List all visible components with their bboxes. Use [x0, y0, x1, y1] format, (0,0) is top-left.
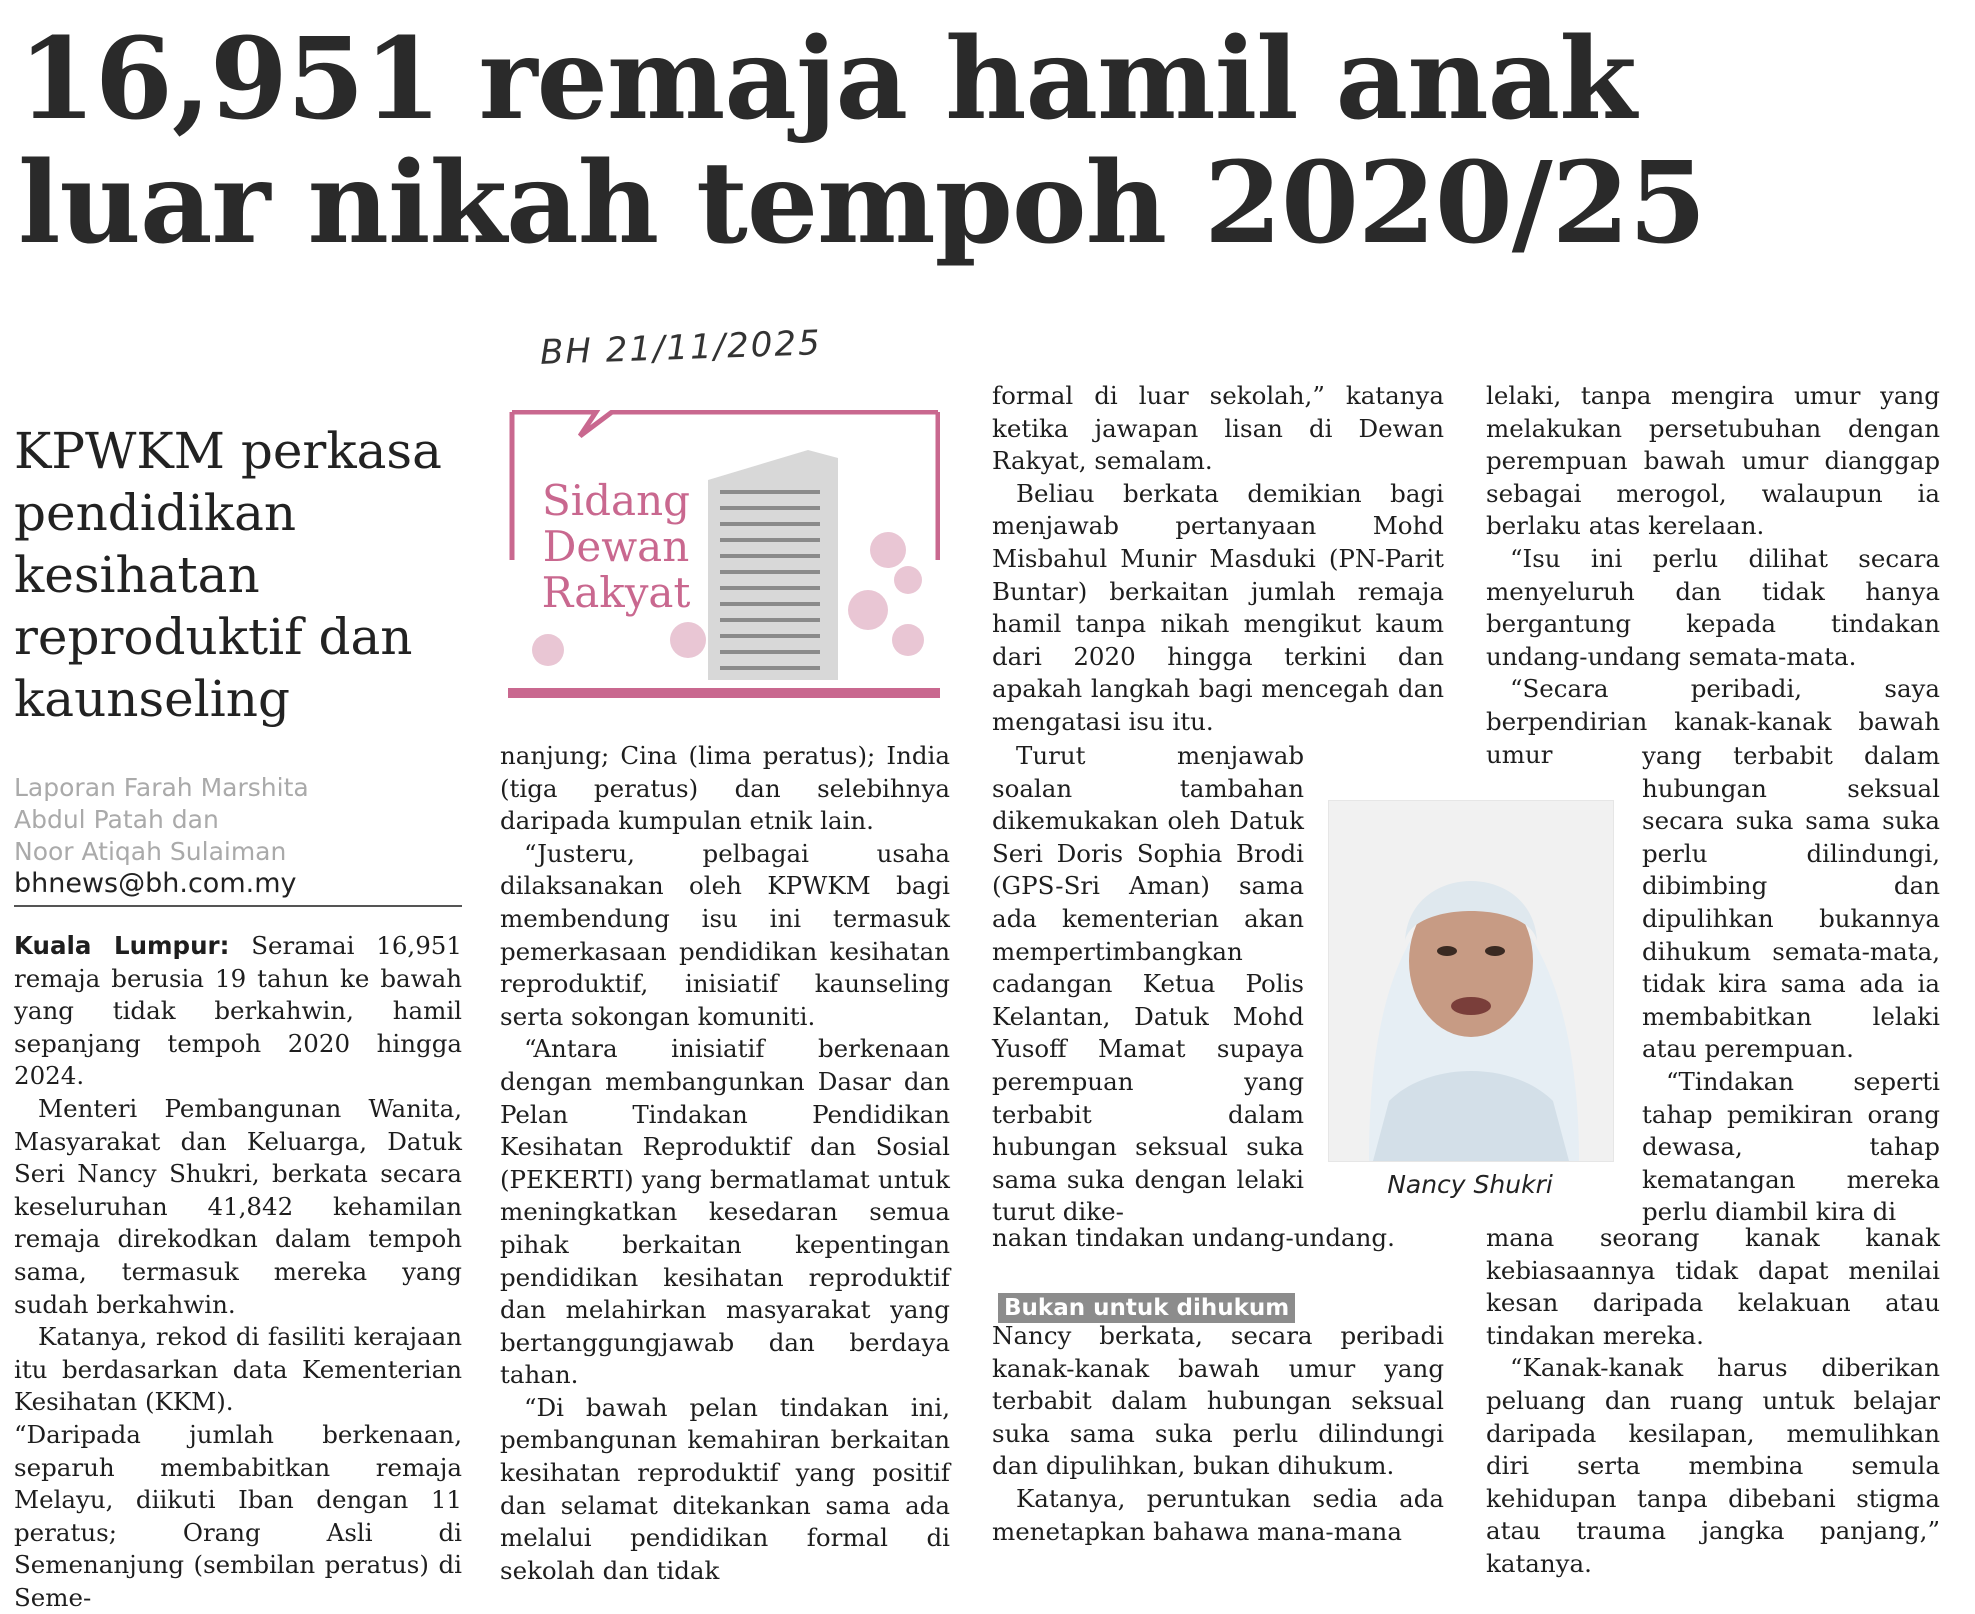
paragraph: Katanya, rekod di fasiliti kerajaan itu berdasarkan data Kementerian Kesihatan (KKM). — [14, 1322, 462, 1417]
photo-caption: Nancy Shukri — [1387, 1170, 1553, 1199]
author-email: bhnews@bh.com.my — [14, 868, 297, 899]
paragraph: “Isu ini perlu dilihat secara menyeluruh dan tidak hanya bergantung kepada tindakan undang-undang semata-mata. — [1486, 543, 1940, 671]
paragraph: Nancy berkata, secara peribadi kanak-kanak bawah umur yang terbabit dalam hubungan seksual suka sama suka perlu dilindungi dan dipulihkan, bukan dihukum. — [992, 1321, 1444, 1481]
sidang-logo-line-1: Sidang — [541, 476, 691, 525]
paragraph: “Di bawah pelan tindakan ini, pembangunan kemahiran berkaitan kesihatan reproduktif yang positif dan selamat ditekankan sama ada melalui pendidikan formal di sekolah dan tidak — [500, 1392, 950, 1585]
sidang-dewan-rakyat-logo — [508, 410, 940, 706]
article-column-4-wrap — [1642, 740, 1940, 1229]
subheadline: KPWKM perkasa pendidikan kesihatan reproduktif dan kaunseling — [14, 422, 442, 728]
paragraph: formal di luar sekolah,” katanya ketika jawapan lisan di Dewan Rakyat, semalam. — [992, 381, 1444, 476]
paragraph: Beliau berkata demikian bagi menjawab pertanyaan Mohd Misbahul Munir Masduki (PN-Parit Buntar) berkaitan jumlah remaja hamil tanpa nikah mengikut kaum dari 2020 hingga terkini dan apakah langkah bagi mencegah dan mengatasi isu itu. — [992, 478, 1444, 736]
article-column-3-continued — [992, 1222, 1444, 1255]
lead-text: Seramai 16,951 remaja berusia 19 tahun ke bawah yang tidak berkahwin, hamil sepanjang tempoh 2020 hingga 2024. — [14, 931, 462, 1091]
portrait-photo — [1328, 800, 1614, 1162]
crosshead: Bukan untuk dihukum — [998, 1293, 1295, 1323]
paragraph: nakan tindakan undang-undang. — [992, 1223, 1395, 1252]
byline-line-2: Abdul Patah dan — [14, 805, 219, 834]
article-column-1 — [14, 930, 462, 1614]
headline-line-1: 16,951 remaja hamil anak — [18, 14, 1636, 145]
headline-line-2: luar nikah tempoh 2020/25 — [18, 138, 1706, 269]
byline — [14, 772, 474, 868]
article-column-2 — [500, 740, 950, 1587]
paragraph: “Daripada jumlah berkenaan, separuh membabitkan remaja Melayu, diikuti Iban dengan 11 peratus; Orang Asli di Semenanjung (sembilan peratus) di Seme- — [14, 1419, 462, 1612]
byline-line-1: Laporan Farah Marshita — [14, 773, 309, 802]
portrait-image — [1329, 801, 1613, 1161]
paragraph: “Kanak-kanak harus diberikan peluang dan ruang untuk belajar daripada kesilapan, memulihkan diri serta membina semula kehidupan tanpa dibebani stigma atau trauma jangka panjang,” katanya. — [1486, 1353, 1940, 1578]
sidang-logo-line-3: Rakyat — [541, 568, 691, 617]
paragraph: Turut menjawab soalan tambahan dikemukakan oleh Datuk Seri Doris Sophia Brodi (GPS-Sri Aman) sama ada kementerian akan mempertimbangkan cadangan Ketua Polis Kelantan, Datuk Mohd Yusoff Mamat supaya perempuan yang terbabit dalam hubungan seksual suka sama suka dengan lelaki turut dike- — [992, 741, 1304, 1227]
paragraph: “Antara inisiatif berkenaan dengan membangunkan Dasar dan Pelan Tindakan Pendidikan Kesihatan Reproduktif dan Sosial (PEKERTI) yang bermatlamat untuk meningkatkan kesedaran semua pihak berkaitan kepentingan pendidikan kesihatan reproduktif dan melahirkan masyarakat yang bertanggungjawab dan berdaya tahan. — [500, 1034, 950, 1390]
paragraph: yang terbabit dalam hubungan seksual secara suka sama suka perlu dilindungi, dibimbing dan dipulihkan bukannya dihukum semata-mata, tidak kira sama ada ia membabitkan lelaki atau perempuan. — [1642, 741, 1940, 1064]
dateline-place: Kuala Lumpur: — [14, 931, 230, 960]
handwritten-date-note: BH 21/11/2025 — [539, 323, 823, 373]
paragraph: “Justeru, pelbagai usaha dilaksanakan oleh KPWKM bagi membendung isu ini termasuk pemerkasaan pendidikan kesihatan reproduktif, inisiatif kaunseling serta sokongan komuniti. — [500, 838, 950, 1031]
article-column-3 — [992, 380, 1444, 739]
sidang-logo-line-2: Dewan — [542, 522, 690, 571]
byline-line-3: Noor Atiqah Sulaiman — [14, 837, 287, 866]
article-column-4-continued — [1486, 1222, 1940, 1581]
article-column-4 — [1486, 380, 1940, 771]
paragraph: lelaki, tanpa mengira umur yang melakukan persetubuhan dengan perempuan bawah umur dianggap sebagai merogol, walaupun ia berlaku atas kerelaan. — [1486, 381, 1940, 541]
paragraph: mana seorang kanak kanak kebiasaannya tidak dapat menilai kesan daripada kelakuan atau tindakan mereka. — [1486, 1223, 1940, 1350]
paragraph: “Secara peribadi, saya berpendirian kanak-kanak bawah umur — [1486, 674, 1940, 769]
article-column-3-wrap — [992, 740, 1304, 1229]
headline — [18, 14, 1938, 269]
sidang-logo-text — [526, 478, 706, 616]
article-column-3-bottom — [992, 1320, 1444, 1548]
paragraph: Katanya, peruntukan sedia ada menetapkan bahawa mana-mana — [992, 1483, 1444, 1546]
paragraph — [14, 930, 462, 1093]
paragraph: Menteri Pembangunan Wanita, Masyarakat dan Keluarga, Datuk Seri Nancy Shukri, berkata secara keseluruhan 41,842 kehamilan remaja direkodkan dalam tempoh sama, termasuk mereka yang sudah berkahwin. — [14, 1093, 462, 1319]
byline-divider — [14, 905, 462, 907]
paragraph: nanjung; Cina (lima peratus); India (tiga peratus) dan selebihnya daripada kumpulan etnik lain. — [500, 741, 950, 836]
paragraph: “Tindakan seperti tahap pemikiran orang dewasa, tahap kematangan mereka perlu diambil kira di — [1642, 1066, 1940, 1227]
